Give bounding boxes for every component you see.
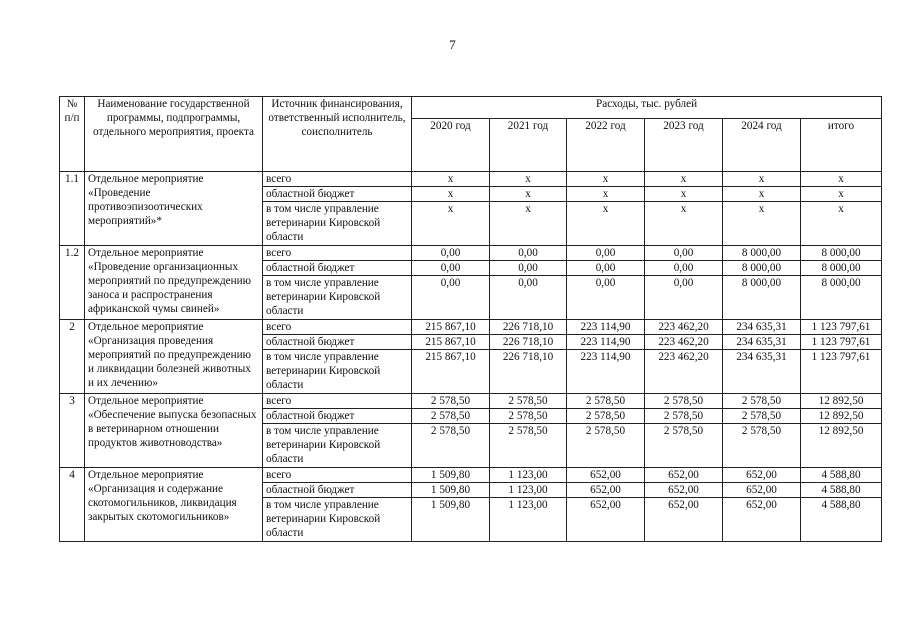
year-value: 0,00: [412, 261, 490, 276]
year-value: 215 867,10: [412, 335, 490, 350]
row-number: 2: [60, 320, 85, 394]
row-number: 3: [60, 394, 85, 468]
header-name: Наименование государственной программы, подпрограммы, отдельного мероприятия, проекта: [85, 97, 263, 172]
year-value: 2 578,50: [567, 424, 645, 468]
year-value: 226 718,10: [490, 320, 567, 335]
year-value: х: [490, 202, 567, 246]
table-body: [60, 172, 882, 542]
year-value: х: [412, 202, 490, 246]
year-value: 223 462,20: [645, 320, 723, 335]
year-value: 2 578,50: [490, 409, 567, 424]
year-value: 0,00: [567, 261, 645, 276]
year-value: 234 635,31: [723, 335, 801, 350]
header-year: 2021 год: [490, 119, 567, 172]
year-value: х: [723, 202, 801, 246]
activity-name: Отдельное мероприятие «Организация проведения мероприятий по предупреждению и ликвидации болезней животных и их лечению»: [85, 320, 263, 394]
total-value: 4 588,80: [801, 468, 882, 483]
total-value: 1 123 797,61: [801, 320, 882, 335]
total-value: 4 588,80: [801, 483, 882, 498]
year-value: 2 578,50: [490, 394, 567, 409]
expenses-table: [59, 96, 882, 542]
year-value: 2 578,50: [490, 424, 567, 468]
funding-source: всего: [263, 468, 412, 483]
funding-source: областной бюджет: [263, 335, 412, 350]
year-value: 1 123,00: [490, 498, 567, 542]
year-value: х: [490, 172, 567, 187]
header-number: № п/п: [60, 97, 85, 172]
year-value: 2 578,50: [645, 394, 723, 409]
year-value: 0,00: [567, 246, 645, 261]
year-value: 223 114,90: [567, 320, 645, 335]
year-value: 652,00: [567, 483, 645, 498]
year-value: 8 000,00: [723, 261, 801, 276]
table-row: [60, 246, 882, 261]
year-value: 652,00: [567, 468, 645, 483]
year-value: 8 000,00: [723, 276, 801, 320]
year-value: 215 867,10: [412, 350, 490, 394]
year-value: 0,00: [490, 261, 567, 276]
year-value: 226 718,10: [490, 335, 567, 350]
table-row: [60, 320, 882, 335]
total-value: х: [801, 187, 882, 202]
funding-source: в том числе управление ветеринарии Кировской области: [263, 424, 412, 468]
year-value: 215 867,10: [412, 320, 490, 335]
year-value: 0,00: [412, 276, 490, 320]
table-row: [60, 394, 882, 409]
year-value: 0,00: [490, 246, 567, 261]
header-expenses: Расходы, тыс. рублей: [412, 97, 882, 119]
year-value: 0,00: [645, 246, 723, 261]
activity-name: Отдельное мероприятие «Проведение организационных мероприятий по предупреждению заноса и распространения африканской чумы свиней»: [85, 246, 263, 320]
total-value: х: [801, 172, 882, 187]
year-value: 652,00: [723, 468, 801, 483]
year-value: 234 635,31: [723, 350, 801, 394]
year-value: 223 462,20: [645, 335, 723, 350]
year-value: 652,00: [645, 483, 723, 498]
page-number: 7: [449, 37, 456, 52]
year-value: 226 718,10: [490, 350, 567, 394]
total-value: 8 000,00: [801, 246, 882, 261]
year-value: 234 635,31: [723, 320, 801, 335]
year-value: х: [645, 202, 723, 246]
year-value: 652,00: [723, 483, 801, 498]
year-value: 2 578,50: [412, 424, 490, 468]
total-value: х: [801, 202, 882, 246]
year-value: х: [490, 187, 567, 202]
funding-source: в том числе управление ветеринарии Кировской области: [263, 276, 412, 320]
year-value: 2 578,50: [412, 394, 490, 409]
year-value: 2 578,50: [567, 409, 645, 424]
year-value: х: [412, 172, 490, 187]
year-value: 0,00: [645, 276, 723, 320]
total-value: 1 123 797,61: [801, 335, 882, 350]
header-year: 2024 год: [723, 119, 801, 172]
row-number: 1.1: [60, 172, 85, 246]
year-value: 0,00: [412, 246, 490, 261]
total-value: 1 123 797,61: [801, 350, 882, 394]
total-value: 12 892,50: [801, 394, 882, 409]
funding-source: областной бюджет: [263, 409, 412, 424]
total-value: 8 000,00: [801, 276, 882, 320]
year-value: 1 123,00: [490, 468, 567, 483]
funding-source: в том числе управление ветеринарии Кировской области: [263, 202, 412, 246]
year-value: х: [645, 172, 723, 187]
year-value: 2 578,50: [723, 424, 801, 468]
funding-source: всего: [263, 320, 412, 335]
year-value: х: [567, 172, 645, 187]
funding-source: в том числе управление ветеринарии Кировской области: [263, 498, 412, 542]
table-row: [60, 468, 882, 483]
year-value: х: [412, 187, 490, 202]
year-value: 8 000,00: [723, 246, 801, 261]
year-value: 223 462,20: [645, 350, 723, 394]
year-value: 1 509,80: [412, 498, 490, 542]
year-value: 1 509,80: [412, 483, 490, 498]
year-value: х: [723, 187, 801, 202]
funding-source: всего: [263, 172, 412, 187]
year-value: 2 578,50: [723, 394, 801, 409]
total-value: 12 892,50: [801, 409, 882, 424]
total-value: 8 000,00: [801, 261, 882, 276]
year-value: х: [645, 187, 723, 202]
year-value: х: [567, 187, 645, 202]
year-value: 0,00: [645, 261, 723, 276]
header-total: итого: [801, 119, 882, 172]
year-value: х: [723, 172, 801, 187]
year-value: 223 114,90: [567, 335, 645, 350]
total-value: 4 588,80: [801, 498, 882, 542]
funding-source: в том числе управление ветеринарии Кировской области: [263, 350, 412, 394]
header-year: 2022 год: [567, 119, 645, 172]
header-year: 2020 год: [412, 119, 490, 172]
year-value: 652,00: [645, 498, 723, 542]
activity-name: Отдельное мероприятие «Проведение противоэпизоотических мероприятий»*: [85, 172, 263, 246]
year-value: 2 578,50: [567, 394, 645, 409]
year-value: 652,00: [567, 498, 645, 542]
row-number: 4: [60, 468, 85, 542]
header-source: Источник финансирования, ответственный исполнитель, соисполнитель: [263, 97, 412, 172]
year-value: 1 509,80: [412, 468, 490, 483]
total-value: 12 892,50: [801, 424, 882, 468]
year-value: 652,00: [723, 498, 801, 542]
header-year: 2023 год: [645, 119, 723, 172]
year-value: 2 578,50: [723, 409, 801, 424]
funding-source: областной бюджет: [263, 483, 412, 498]
year-value: 652,00: [645, 468, 723, 483]
table-row: [60, 172, 882, 187]
activity-name: Отдельное мероприятие «Организация и содержание скотомогильников, ликвидация закрытых скотомогильников»: [85, 468, 263, 542]
year-value: 2 578,50: [645, 409, 723, 424]
year-value: 0,00: [567, 276, 645, 320]
funding-source: областной бюджет: [263, 261, 412, 276]
funding-source: областной бюджет: [263, 187, 412, 202]
year-value: 1 123,00: [490, 483, 567, 498]
activity-name: Отдельное мероприятие «Обеспечение выпуска безопасных в ветеринарном отношении продуктов животноводства»: [85, 394, 263, 468]
year-value: 0,00: [490, 276, 567, 320]
year-value: 223 114,90: [567, 350, 645, 394]
funding-source: всего: [263, 394, 412, 409]
year-value: х: [567, 202, 645, 246]
year-value: 2 578,50: [645, 424, 723, 468]
funding-source: всего: [263, 246, 412, 261]
row-number: 1.2: [60, 246, 85, 320]
year-value: 2 578,50: [412, 409, 490, 424]
